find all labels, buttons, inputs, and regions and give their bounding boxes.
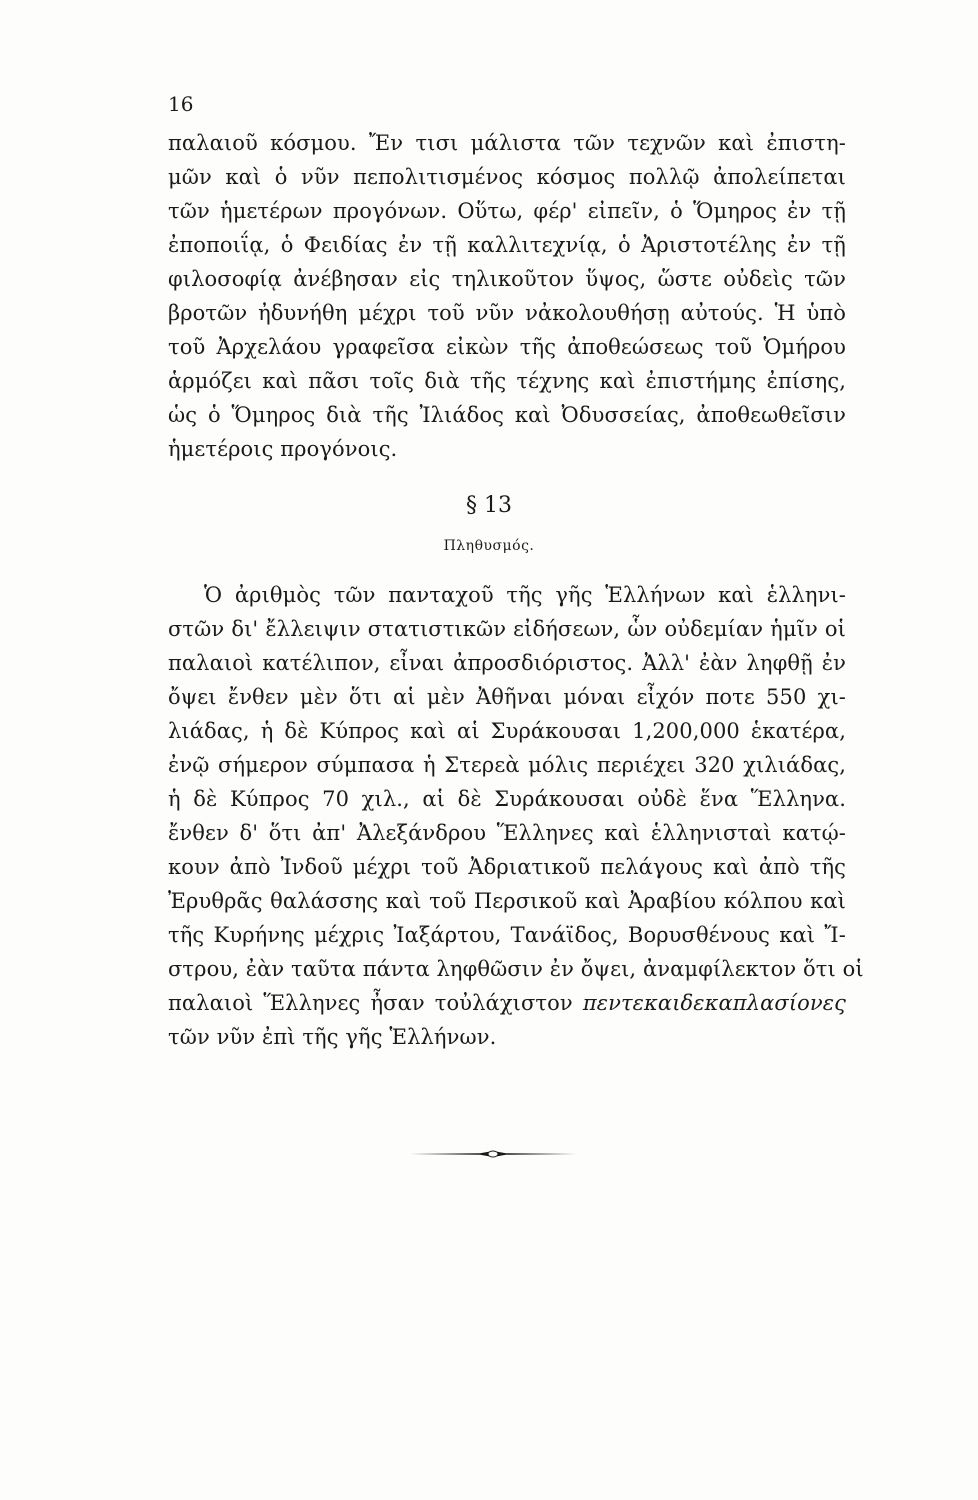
text-line: τῶν νῦν ἐπὶ τῆς γῆς Ἑλλήνων. bbox=[168, 1025, 497, 1049]
page-number: 16 bbox=[168, 92, 194, 116]
text-line: μῶν καὶ ὁ νῦν πεπολιτισμένος κόσμος πολλῷ ἀπολείπεται bbox=[168, 165, 846, 189]
end-ornament bbox=[410, 1148, 576, 1160]
text-line: φιλοσοφίᾳ ἀνέβησαν εἰς τηλικοῦτον ὕψος, ὥστε οὐδεὶς τῶν bbox=[168, 267, 846, 291]
section-number: § 13 bbox=[466, 493, 512, 518]
text-line: Ὁ ἀριθμὸς τῶν πανταχοῦ τῆς γῆς Ἑλλήνων καὶ ἑλληνι- bbox=[204, 583, 846, 607]
text-line: ὡς ὁ Ὅμηρος διὰ τῆς Ἰλιάδος καὶ Ὀδυσσείας, ἀποθεωθεῖσιν bbox=[168, 403, 846, 427]
text-line: τοῦ Ἀρχελάου γραφεῖσα εἰκὼν τῆς ἀποθεώσεως τοῦ Ὁμήρου bbox=[168, 335, 846, 359]
text-line: λιάδας, ἡ δὲ Κύπρος καὶ αἱ Συράκουσαι 1,200,000 ἑκατέρα, bbox=[168, 719, 846, 743]
text-line: παλαιοῦ κόσμου. Ἔν τισι μάλιστα τῶν τεχνῶν καὶ ἐπιστη- bbox=[168, 131, 846, 155]
text-line: παλαιοὶ κατέλιπον, εἶναι ἀπροσδιόριστος. Ἀλλ' ἐὰν ληφθῇ ἐν bbox=[168, 651, 846, 675]
text-line: στῶν δι' ἔλλειψιν στατιστικῶν εἰδήσεων, ὧν οὐδεμίαν ἡμῖν οἱ bbox=[168, 617, 846, 641]
emphasized-word: πεντεκαιδεκαπλασίονες bbox=[582, 991, 846, 1015]
text-line: τῆς Κυρήνης μέχρις Ἰαξάρτου, Τανάϊδος, Βορυσθένους καὶ Ἴ- bbox=[168, 923, 846, 947]
text-line: Ἐρυθρᾶς θαλάσσης καὶ τοῦ Περσικοῦ καὶ Ἀραβίου κόλπου καὶ bbox=[168, 889, 846, 913]
text-line: ἡ δὲ Κύπρος 70 χιλ., αἱ δὲ Συράκουσαι οὐδὲ ἕνα Ἕλληνα. bbox=[168, 787, 846, 811]
section-title: Πληθυσμός. bbox=[443, 538, 535, 554]
text-run: παλαιοὶ Ἕλληνες ἦσαν τοὐλάχιστον bbox=[168, 991, 583, 1015]
text-line: ἐποποιΐᾳ, ὁ Φειδίας ἐν τῇ καλλιτεχνίᾳ, ὁ Ἀριστοτέλης ἐν τῇ bbox=[168, 233, 846, 257]
text-line: στρου, ἐὰν ταῦτα πάντα ληφθῶσιν ἐν ὄψει, ἀναμφίλεκτον ὅτι οἱ bbox=[168, 957, 864, 981]
text-line: ἁρμόζει καὶ πᾶσι τοῖς διὰ τῆς τέχνης καὶ ἐπιστήμης ἐπίσης, bbox=[168, 369, 846, 393]
text-line: ἐνῷ σήμερον σύμπασα ἡ Στερεὰ μόλις περιέχει 320 χιλιάδας, bbox=[168, 753, 846, 777]
text-line bbox=[168, 988, 846, 1018]
text-line: ὄψει ἔνθεν μὲν ὅτι αἱ μὲν Ἀθῆναι μόναι εἶχόν ποτε 550 χι- bbox=[168, 685, 846, 709]
text-line: βροτῶν ἠδυνήθη μέχρι τοῦ νῦν νἀκολουθήσῃ αὐτούς. Ἡ ὑπὸ bbox=[168, 301, 846, 325]
text-line: ἔνθεν δ' ὅτι ἀπ' Ἀλεξάνδρου Ἕλληνες καὶ ἑλληνισταὶ κατῴ- bbox=[168, 821, 846, 845]
text-line: κουν ἀπὸ Ἰνδοῦ μέχρι τοῦ Ἀδριατικοῦ πελάγους καὶ ἀπὸ τῆς bbox=[168, 855, 846, 879]
text-line: ἡμετέροις προγόνοις. bbox=[168, 437, 398, 461]
text-line: τῶν ἡμετέρων προγόνων. Οὕτω, φέρ' εἰπεῖν, ὁ Ὅμηρος ἐν τῇ bbox=[168, 199, 846, 223]
